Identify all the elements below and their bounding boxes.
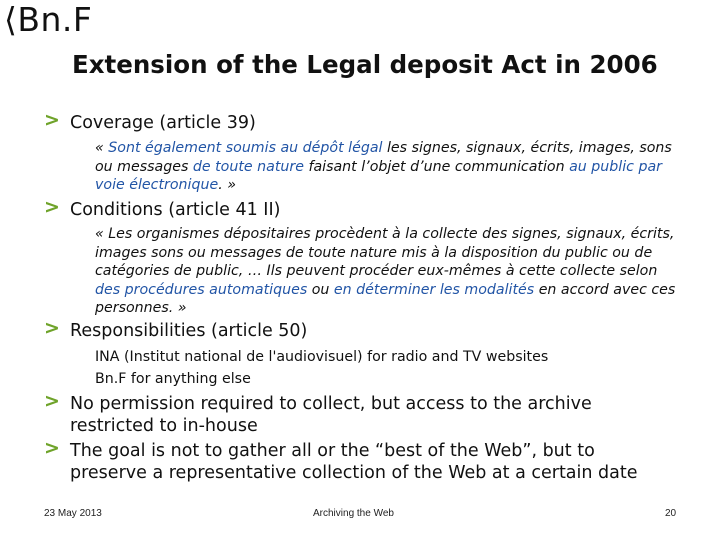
bullet-responsibilities (44, 317, 660, 342)
slide-title: Extension of the Legal deposit Act in 2006 (72, 50, 658, 79)
arrow-bullet-icon: > (44, 390, 60, 412)
arrow-bullet-icon: > (44, 317, 60, 339)
bullet-conditions (44, 196, 660, 221)
arrow-bullet-icon: > (44, 109, 60, 131)
bullet-text: Coverage (article 39) (70, 113, 256, 133)
bnf-logo: ⟨Bn.F (4, 0, 93, 39)
footer-date: 23 May 2013 (44, 508, 102, 519)
bullet-text: No permission required to collect, but access to the archive restricted to in-house (70, 394, 592, 436)
responsibility-bnf: Bn.F for anything else (95, 371, 251, 387)
arrow-bullet-icon: > (44, 437, 60, 459)
page-number: 20 (665, 508, 677, 519)
quote-article-39: « Sont également soumis au dépôt légal les signes, signaux, écrits, images, sons ou messages de toute nature faisant l’objet d’une communication au public par voie électronique. » (95, 140, 672, 193)
bullet-goal (44, 437, 660, 484)
bullet-text: Responsibilities (article 50) (70, 321, 308, 341)
bullet-text: The goal is not to gather all or the “best of the Web”, but to preserve a representative collection of the Web at a certain date (70, 441, 638, 483)
bullet-permission (44, 390, 660, 437)
arrow-bullet-icon: > (44, 196, 60, 218)
quote-article-41: « Les organismes dépositaires procèdent à la collecte des signes, signaux, écrits, images sons ou messages de toute nature mis à la disposition du public ou de catégories de public, … Ils peuvent procéder eux-mêmes à cette collecte selon des procédures automatiques ou en déterminer les modalités en accord avec ces personnes. » (95, 226, 676, 316)
bullet-coverage (44, 109, 660, 134)
responsibility-ina: INA (Institut national de l'audiovisuel) for radio and TV websites (95, 349, 549, 365)
footer-title: Archiving the Web (313, 508, 394, 519)
bullet-text: Conditions (article 41 II) (70, 200, 281, 220)
